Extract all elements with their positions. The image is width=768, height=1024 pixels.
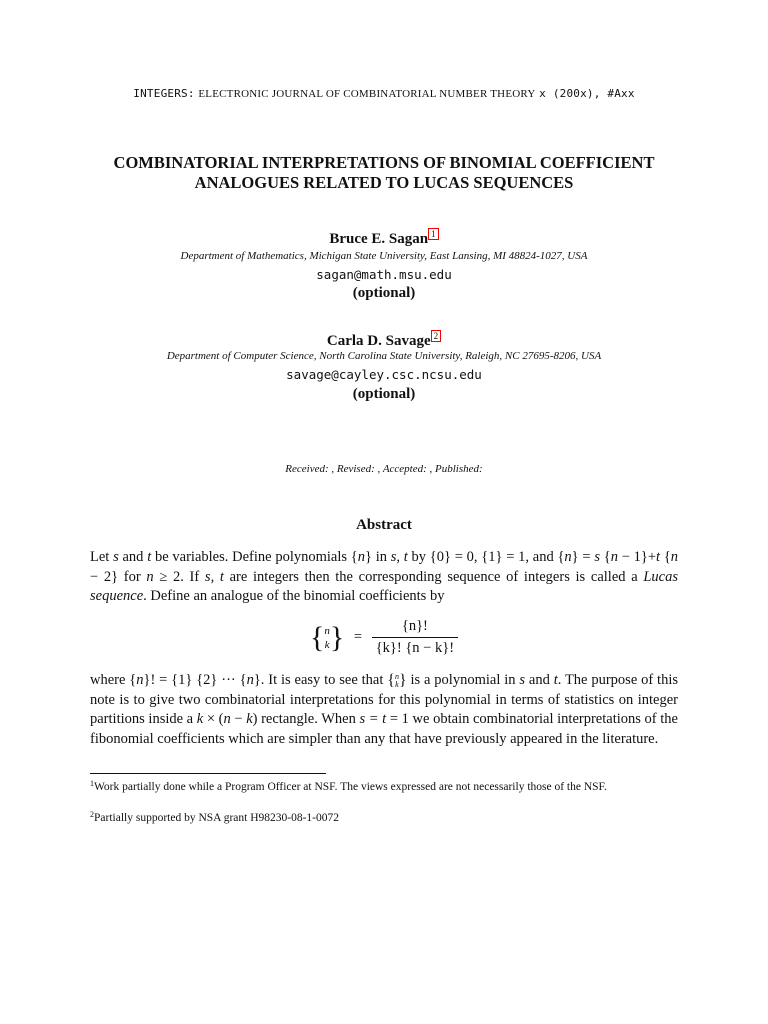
author-2-email: savage@cayley.csc.ncsu.edu: [286, 367, 482, 382]
author-2: [0, 330, 768, 350]
binomial-analogue-equation: { n k } = $\frac{\{n\}!}{\{k\}! \{n - k\}!}$: [0, 618, 768, 657]
abstract-paragraph-2: where {n}! = {1} {2} ··· {n}. It is easy to see that { n k } is a polynomial in s and t. The purpose of this note is to give two combinatorial interpretations for this polynomial in terms of statistics on integer partitions inside a k × (n − k) rectangle. When s = t = 1 we obtain combinatorial interpretations of the fibonomial coefficients which are simpler than any that have previously appeared in the literature.: [90, 671, 679, 747]
left-brace: {: [309, 620, 325, 654]
inline-binom: n k: [394, 671, 399, 689]
author-2-name: Carla D. Savage: [326, 333, 431, 349]
author-1-optional: (optional): [352, 285, 416, 301]
author-2-footnote-link[interactable]: 2: [431, 330, 442, 342]
equation-fraction: [372, 618, 458, 657]
lucas-sequence-term: Lucas sequence: [90, 568, 678, 604]
footnote-2: [90, 807, 678, 827]
equation-numerator: {n}!: [372, 618, 458, 638]
abstract-paragraph-1: Let s and t be variables. Define polynomials {n} in s, t by {0} = 0, {1} = 1, and {n} = s {n − 1}+t {n − 2} for n ≥ 2. If s, t are integers then the corresponding sequence of integers is called a Lucas sequence. Define an analogue of the binomial coefficients by: [90, 549, 679, 604]
footnote-1: [90, 776, 678, 796]
author-1-name: Bruce E. Sagan: [329, 231, 429, 247]
equation-denominator: {k}! {n − k}!: [375, 640, 455, 656]
title-line-2: ANALOGUES RELATED TO LUCAS SEQUENCES: [194, 173, 574, 192]
binom-stack: n k: [324, 624, 330, 651]
author-1-affiliation: Department of Mathematics, Michigan State University, East Lansing, MI 48824-1027, USA: [180, 250, 588, 262]
author-2-optional: (optional): [352, 386, 416, 402]
footnote-2-mark: 2: [90, 810, 94, 819]
author-1-email: sagan@math.msu.edu: [316, 267, 452, 282]
journal-name: ELECTRONIC JOURNAL OF COMBINATORIAL NUMBER THEORY: [198, 88, 536, 100]
footnote-1-mark: 1: [90, 779, 94, 788]
author-1: [0, 228, 768, 248]
footnote-1-text: Work partially done while a Program Officer at NSF. The views expressed are not necessarily those of the NSF.: [94, 781, 607, 793]
running-head: [0, 87, 768, 100]
paper-title: [60, 153, 708, 193]
abstract-heading: Abstract: [356, 517, 412, 533]
journal-issue: x (200x), #Axx: [539, 87, 635, 100]
footnote-2-text: Partially supported by NSA grant H98230-08-1-0072: [94, 812, 339, 824]
author-1-footnote-link[interactable]: 1: [428, 228, 439, 240]
title-line-1: COMBINATORIAL INTERPRETATIONS OF BINOMIAL COEFFICIENT: [113, 153, 655, 172]
author-2-affiliation: Department of Computer Science, North Carolina State University, Raleigh, NC 27695-8206, USA: [166, 350, 602, 362]
footnote-rule: [90, 773, 326, 774]
right-brace: }: [329, 620, 345, 654]
publication-dates: Received: , Revised: , Accepted: , Published:: [285, 463, 483, 475]
journal-prefix: INTEGERS:: [133, 87, 195, 100]
